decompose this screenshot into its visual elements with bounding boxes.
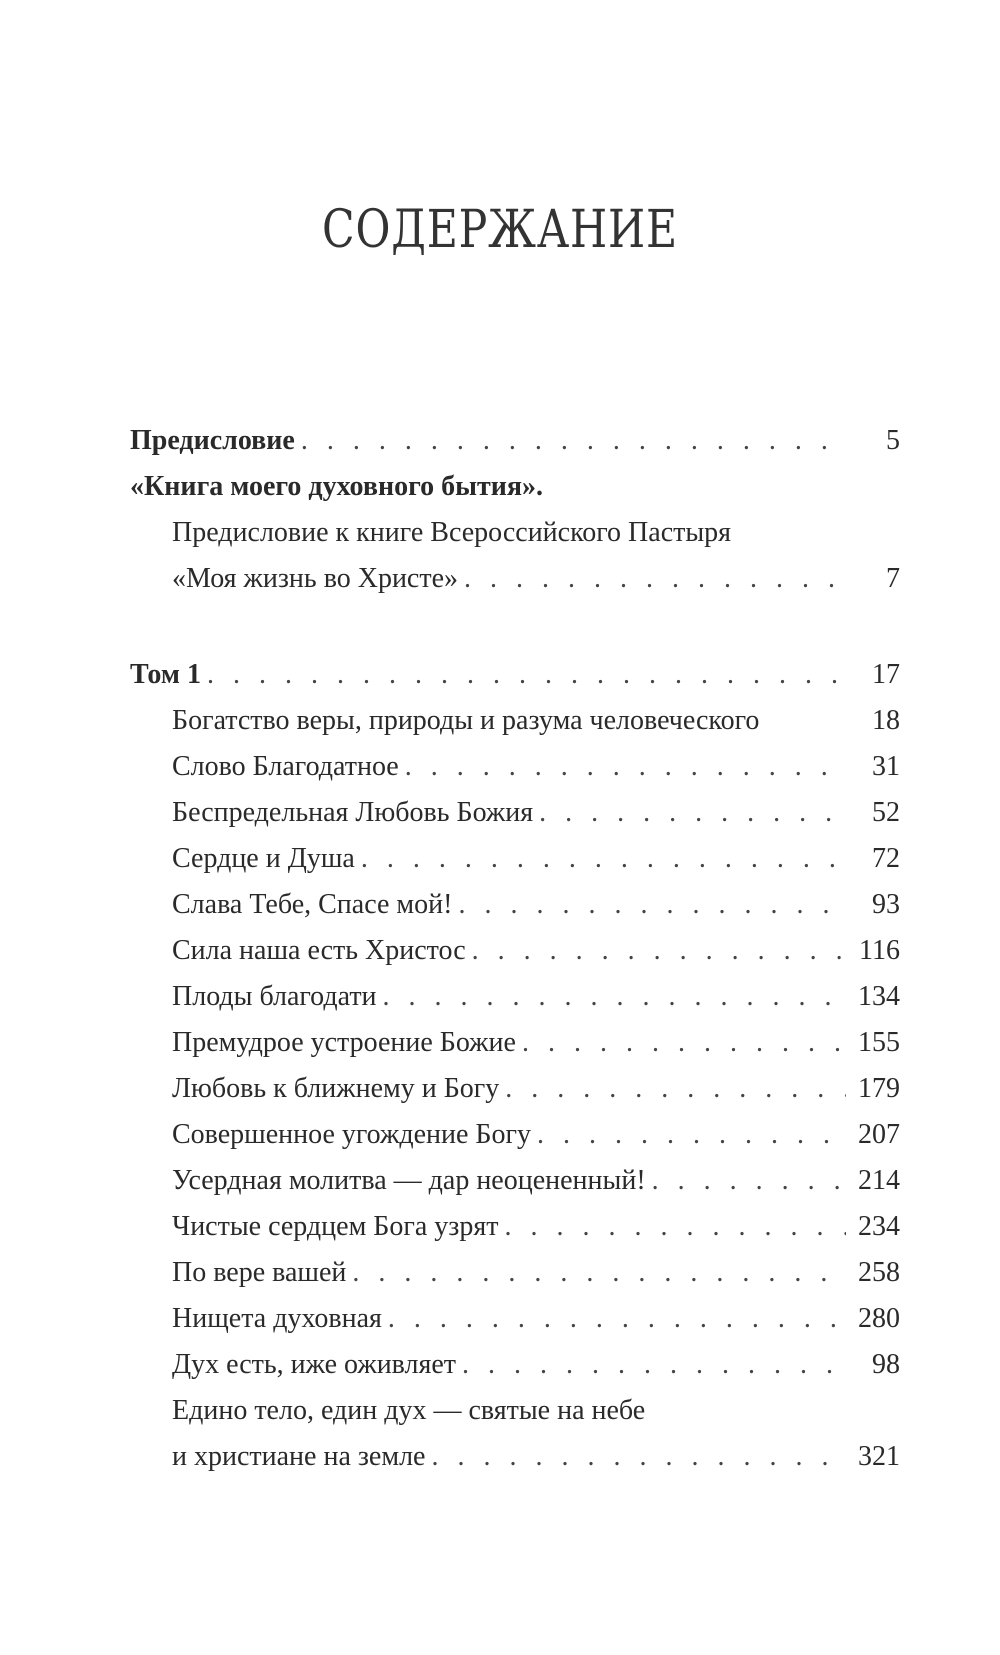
toc-entry-chapter[interactable] [130,1342,900,1388]
toc-page-number: 93 [872,889,900,920]
toc-entry-label: «Моя жизнь во Христе» [172,563,459,594]
toc-entry-chapter[interactable] [130,1250,900,1296]
toc-page-number: 214 [858,1165,900,1196]
toc-page-number: 18 [872,705,900,736]
dot-leader [504,1204,846,1250]
toc-entry-label: Любовь к ближнему и Богу [172,1073,500,1104]
toc-page-number: 5 [886,425,900,456]
toc-entry-label: Премудрое устроение Божие [172,1027,516,1058]
dot-leader [464,556,846,602]
toc-page-number: 280 [858,1303,900,1334]
toc-entry-essay-heading[interactable]: «Книга моего духовного бытия». [130,471,543,502]
toc-entry-chapter[interactable] [130,1066,900,1112]
toc-page-number: 134 [858,981,900,1012]
toc-entry-volume[interactable] [130,652,900,698]
toc-entry-label: Беспредельная Любовь Божия [172,797,534,828]
dot-leader [462,1342,846,1388]
toc-entry-label: Том 1 [130,659,201,690]
toc-entry-chapter[interactable] [130,928,900,974]
toc-entry-chapter[interactable] [130,1434,900,1480]
toc-entry-essay-subtitle: Предисловие к книге Всероссийского Пастыря [172,517,732,548]
toc-entry-chapter[interactable] [130,1020,900,1066]
toc-page-number: 179 [858,1073,900,1104]
dot-leader [505,1066,846,1112]
toc-entry-label: Чистые сердцем Бога узрят [172,1211,499,1242]
toc-page-number: 116 [859,935,900,966]
toc-page-number: 321 [858,1441,900,1472]
toc-entry-chapter-line1[interactable]: Едино тело, един дух — святые на небе [172,1395,646,1426]
toc-entry-label: Предисловие [130,425,295,456]
toc-page-number: 31 [872,751,900,782]
dot-leader [405,744,846,790]
dot-leader [361,836,846,882]
toc-page-number: 155 [858,1027,900,1058]
dot-leader [352,1250,846,1296]
toc-entry-chapter[interactable] [130,1204,900,1250]
toc-entry-label: Богатство веры, природы и разума человеческого [172,705,760,736]
toc-page-number: 7 [886,563,900,594]
section-gap [130,602,900,652]
toc-entry-label: Совершенное угождение Богу [172,1119,531,1150]
toc-entry-chapter[interactable] [130,790,900,836]
toc-entry-chapter[interactable] [130,1158,900,1204]
toc-entry-essay[interactable] [130,556,900,602]
dot-leader [383,974,846,1020]
dot-leader [431,1434,846,1480]
toc-entry-label: Слава Тебе, Спасе мой! [172,889,453,920]
dot-leader [539,790,846,836]
toc-entry-label: Нищета духовная [172,1303,382,1334]
toc-entry-chapter[interactable] [130,744,900,790]
toc-entry-label: Сила наша есть Христос [172,935,466,966]
toc-entry-chapter[interactable] [130,698,900,744]
toc-entry-label: Сердце и Душа [172,843,355,874]
page-title: СОДЕРЖАНИЕ [322,200,678,260]
dot-leader [537,1112,846,1158]
dot-leader [652,1158,846,1204]
table-of-contents [130,418,900,1480]
toc-entry-label: Дух есть, иже оживляет [172,1349,457,1380]
dot-leader [472,928,846,974]
dot-leader [522,1020,846,1066]
toc-page-number: 258 [858,1257,900,1288]
toc-page-number: 52 [872,797,900,828]
toc-page-number: 72 [872,843,900,874]
toc-entry-label: По вере вашей [172,1257,347,1288]
dot-leader [458,882,846,928]
toc-page-number: 98 [872,1349,900,1380]
toc-entry-label: Слово Благодатное [172,751,399,782]
toc-entry-label: и христиане на земле [172,1441,426,1472]
dot-leader [207,652,846,698]
toc-entry-chapter[interactable] [130,1112,900,1158]
toc-entry-label: Плоды благодати [172,981,377,1012]
toc-entry-chapter[interactable] [130,882,900,928]
toc-page-number: 17 [872,659,900,690]
dot-leader [301,418,846,464]
toc-entry-label: Усердная молитва — дар неоцененный! [172,1165,646,1196]
toc-entry-chapter[interactable] [130,836,900,882]
toc-page-number: 234 [858,1211,900,1242]
dot-leader [388,1296,846,1342]
toc-entry-chapter[interactable] [130,1296,900,1342]
toc-entry-preface[interactable] [130,418,900,464]
toc-page-number: 207 [858,1119,900,1150]
toc-entry-chapter[interactable] [130,974,900,1020]
